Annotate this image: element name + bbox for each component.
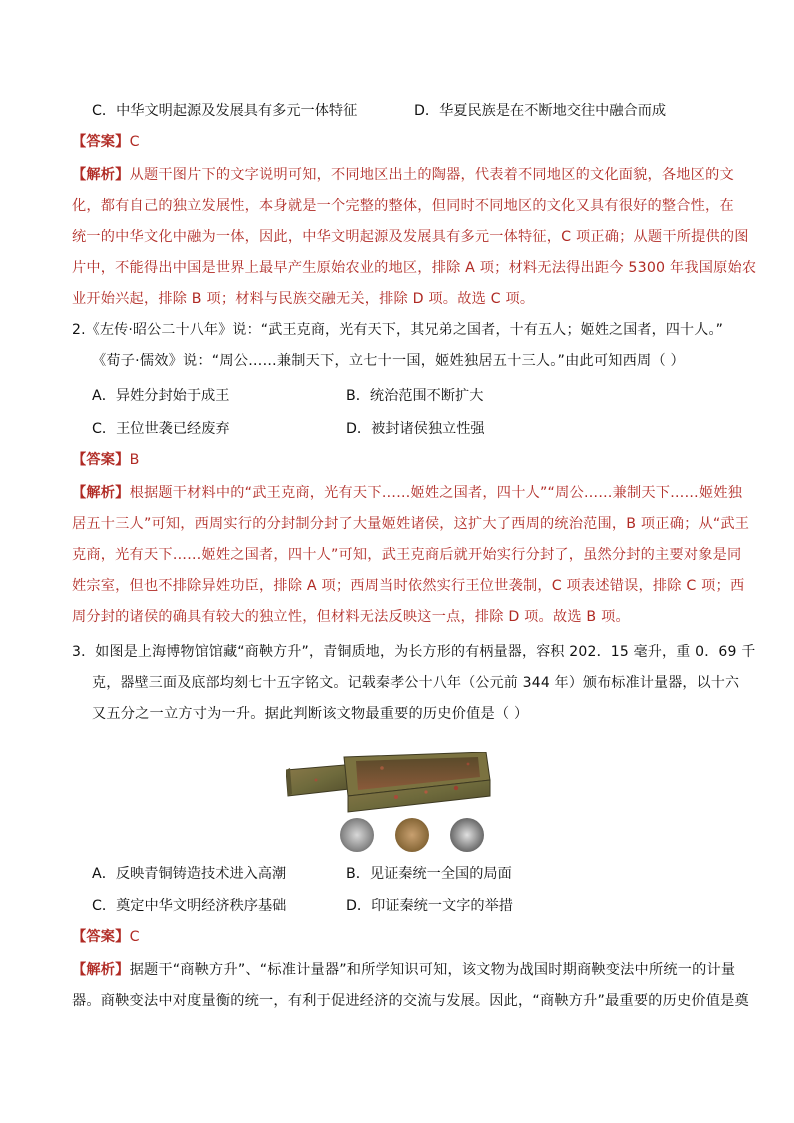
q3-analysis-text: 据题干“商鞅方升”、“标准计量器”和所学知识可知，该文物为战国时期商鞅变法中所统一的计量 <box>129 962 736 978</box>
answer-tag: 【答案】 <box>72 452 130 468</box>
q1-option-c: C．中华文明起源及发展具有多元一体特征 <box>92 103 358 119</box>
q2-option-d: D．被封诸侯独立性强 <box>346 421 485 437</box>
q2-analysis-line-4: 姓宗室，但也不排除异姓功臣，排除 A 项；西周当时依然实行王位世袭制，C 项表述错误，排除 C 项；西 <box>72 578 745 594</box>
shang-yang-measure-image <box>286 752 492 857</box>
inscription-rubbing-left <box>340 818 374 852</box>
q2-option-c: C．王位世袭已经废弃 <box>92 421 230 437</box>
q1-answer: C <box>129 134 140 150</box>
q1-analysis-line-3: 统一的中华文化中融为一体，因此，中华文明起源及发展具有多元一体特征，C 项正确；从题干所提供的图 <box>72 229 749 245</box>
q1-analysis-line-5: 业开始兴起，排除 B 项；材料与民族交融无关，排除 D 项。故选 C 项。 <box>72 291 535 307</box>
q3-option-d: D．印证秦统一文字的举措 <box>346 898 513 914</box>
analysis-tag: 【解析】 <box>72 485 130 501</box>
q3-stem-line-3: 又五分之一立方寸为一升。据此判断该文物最重要的历史价值是（ ） <box>92 706 529 722</box>
q3-option-a: A．反映青铜铸造技术进入高潮 <box>92 866 287 882</box>
q1-analysis-line-2: 化，都有自己的独立发展性，本身就是一个完整的整体，但同时不同地区的文化又具有很好的整合性，在 <box>72 198 734 214</box>
q1-answer-line <box>72 132 140 152</box>
vessel-bottom-photo <box>395 818 429 852</box>
q2-analysis-line-5: 周分封的诸侯的确具有较大的独立性，但材料无法反映这一点，排除 D 项。故选 B 项。 <box>72 609 630 625</box>
q3-answer: C <box>129 929 140 945</box>
q1-analysis-text: 从题干图片下的文字说明可知，不同地区出土的陶器，代表着不同地区的文化面貌，各地区的文 <box>129 167 734 183</box>
q3-option-b: B．见证秦统一全国的局面 <box>346 866 512 882</box>
q1-analysis-line-4: 片中，不能得出中国是世界上最早产生原始农业的地区，排除 A 项；材料无法得出距今 5300 年我国原始农 <box>72 260 757 276</box>
q2-analysis-text: 根据题干材料中的“武王克商，光有天下……姬姓之国者，四十人”“周公……兼制天下……姬姓独 <box>129 485 743 501</box>
q1-analysis-line-1 <box>72 165 734 185</box>
q2-option-b: B．统治范围不断扩大 <box>346 388 484 404</box>
q1-option-d: D．华夏民族是在不断地交往中融合而成 <box>414 103 667 119</box>
q2-analysis-line-2: 居五十三人”可知，西周实行的分封制分封了大量姬姓诸侯，这扩大了西周的统治范围，B 项正确；从“武王 <box>72 516 750 532</box>
q2-stem-line-1: 2.《左传·昭公二十八年》说：“武王克商，光有天下，其兄弟之国者，十有五人；姬姓之国者，四十人。” <box>72 322 724 338</box>
q3-answer-line <box>72 927 140 947</box>
answer-tag: 【答案】 <box>72 929 130 945</box>
q2-answer: B <box>129 452 140 468</box>
q3-option-c: C．奠定中华文明经济秩序基础 <box>92 898 287 914</box>
q2-answer-line <box>72 450 140 470</box>
q3-analysis-line-2: 器。商鞅变法中对度量衡的统一，有利于促进经济的交流与发展。因此，“商鞅方升”最重要的历史价值是奠 <box>72 993 749 1009</box>
q2-analysis-line-1 <box>72 483 742 503</box>
q3-stem-line-2: 克，器壁三面及底部均刻七十五字铭文。记载秦孝公十八年（公元前 344 年）颁布标准计量器，以十六 <box>92 675 740 691</box>
q2-option-a: A．异姓分封始于成王 <box>92 388 230 404</box>
analysis-tag: 【解析】 <box>72 167 130 183</box>
analysis-tag: 【解析】 <box>72 962 130 978</box>
q2-analysis-line-3: 克商，光有天下……姬姓之国者，四十人”可知，武王克商后就开始实行分封了，虽然分封的主要对象是同 <box>72 547 742 563</box>
inscription-rubbing-right <box>450 818 484 852</box>
q3-analysis-line-1 <box>72 960 735 980</box>
answer-tag: 【答案】 <box>72 134 130 150</box>
q3-stem-line-1: 3．如图是上海博物馆馆藏“商鞅方升”，青铜质地，为长方形的有柄量器，容积 202．15 毫升，重 0．69 千 <box>72 644 756 660</box>
q2-stem-line-2: 《荀子·儒效》说：“周公……兼制天下，立七十一国，姬姓独居五十三人。”由此可知西周（ ） <box>92 353 685 369</box>
